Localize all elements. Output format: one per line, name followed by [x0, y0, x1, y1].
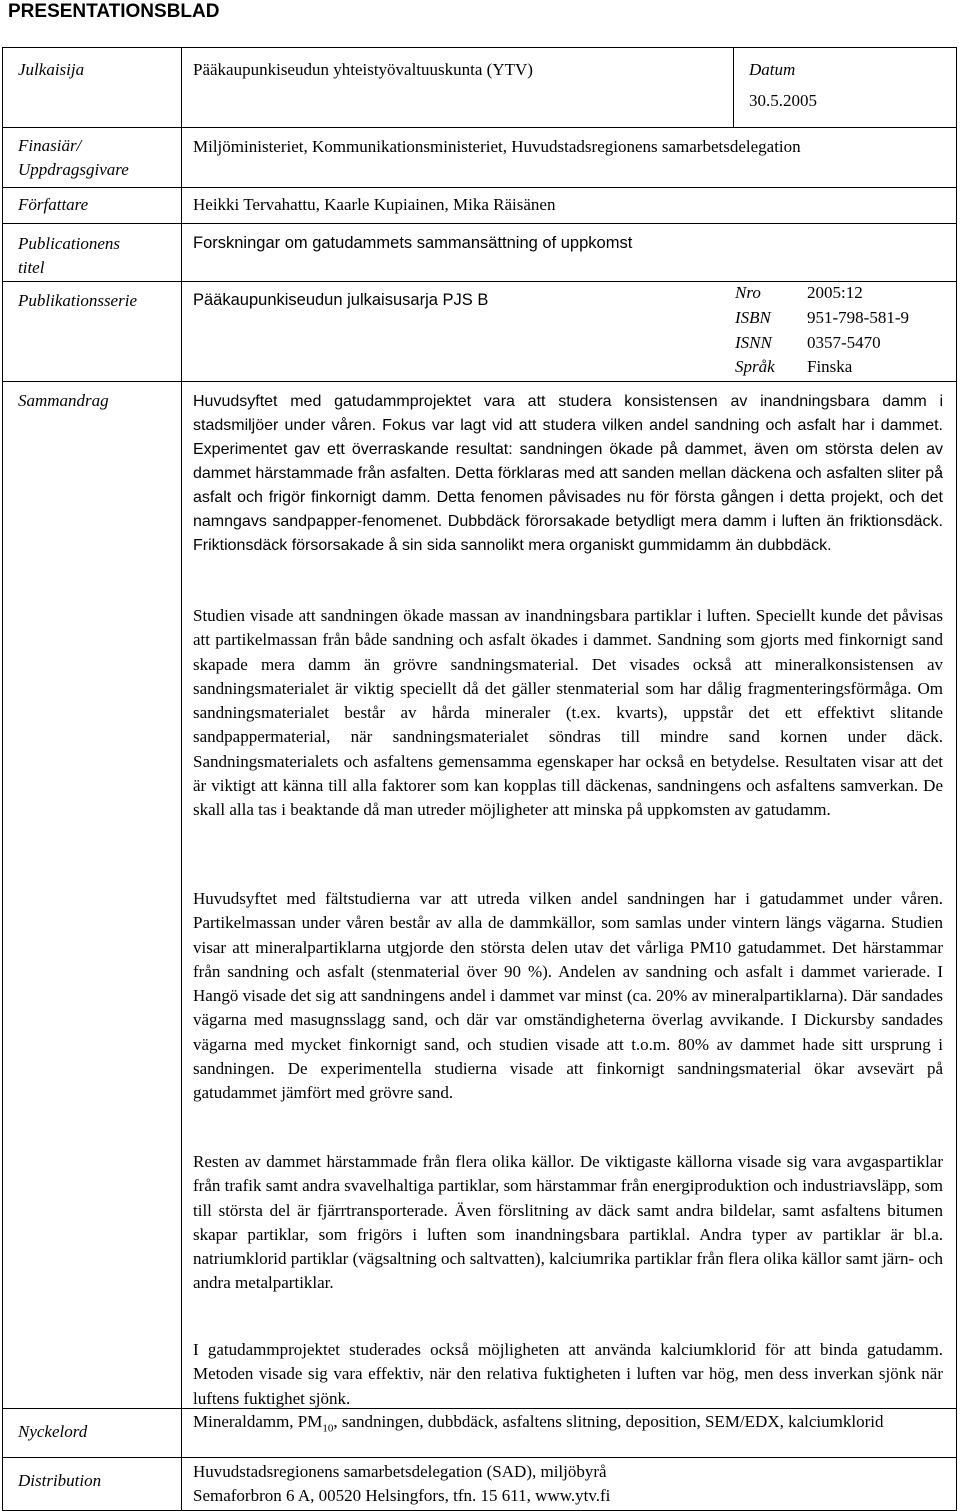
keywords-part-2: , sandningen, dubbdäck, asfaltens slitning, deposition, SEM/EDX, kalciumklorid — [333, 1412, 884, 1431]
meta-value: 2005:12 — [807, 283, 863, 302]
meta-value: Finska — [807, 357, 853, 376]
meta-row-sprak — [735, 355, 852, 380]
label-julkaisija: Julkaisija — [18, 60, 85, 79]
label-forfattare: Författare — [18, 195, 89, 214]
label-nyckelord: Nyckelord — [18, 1422, 88, 1441]
summary-paragraph-1: Huvudsyftet med gatudammprojektet vara att studera konsistensen av inandningsbara damm i stadsmiljöer under våren. Fokus var lagt vid att studera vilken andel sandning och asfalt har i dammet. Experimentet gav ett överraskande resultat: sandningen ökade på dammet, även om största delen av dammet härstammade från asfalten. Detta förklaras med att sanden mellan däckena och asfalten sliter på asfalt och frigör finkornigt damm. Detta fenomen påvisades nu för första gången i detta projekt, och det namngavs sandpapper-fenomenet. Dubbdäck förorsakade betydligt mera damm i luften än friktionsdäck. Friktionsdäck försorsakade å sin sida sannolikt mera organiskt gummidamm än dubbdäck. — [193, 393, 943, 554]
meta-value: 0357-5470 — [807, 333, 881, 352]
meta-key: ISNN — [735, 333, 772, 352]
value-distribution-line2: Semaforbron 6 A, 00520 Helsingfors, tfn. 15 611, www.ytv.fi — [193, 1486, 611, 1505]
meta-row-isnn — [735, 331, 881, 356]
row-divider-1 — [2, 127, 957, 128]
row-divider-5 — [2, 381, 957, 382]
summary-paragraph-3: Huvudsyftet med fältstudierna var att utreda vilken andel sandningen har i gatudammet under våren. Partikelmassan under våren består av alla de dammkällor, som samlas under vintern längs vägarna. Studien visar att mineralpartiklarna utgjorde den största delen utav det vårliga PM10 gatudammet. Det härstammar från sandning och asfalt (stenmaterial över 90 %). Andelen av sandning och asfalt i dammet varierade. I Hangö visade det sig att sandningens andel i dammet var minst (ca. 20% av mineralpartiklarna). Där sandades vägarna med masugnsslagg sand, och där var omständigheterna överlag avvikande. I Dickursby sandades vägarna med mycket finkornigt sand, och studien visade att t.o.m. 80% av dammet hade sitt ursprung i sandningen. De experimentella studierna visade att finkornigt sandningsmaterial ökar avsevärt på gatudammet jämfört med grövre sand. — [193, 889, 943, 1103]
row-divider-2 — [2, 187, 957, 188]
label-titel-line2: titel — [18, 258, 45, 277]
meta-key: Språk — [735, 357, 775, 376]
value-titel: Forskningar om gatudammets sammansättning of uppkomst — [193, 234, 633, 252]
label-finansiar-line1: Finasiär/ — [18, 136, 82, 155]
column-divider-datum — [733, 47, 734, 127]
value-forfattare: Heikki Tervahattu, Kaarle Kupiainen, Mika Räisänen — [193, 195, 556, 214]
column-divider-left — [181, 47, 182, 1511]
meta-row-isbn — [735, 306, 909, 331]
value-nyckelord — [193, 1410, 948, 1440]
summary-paragraph-5: I gatudammprojektet studerades också möjligheten att använda kalciumklorid för att binda gatudamm. Metoden visade sig vara effektiv, när den relativa fuktigheten i luften var hög, men dess inverkan sjönk när luftens fuktighet sjönk. — [193, 1340, 943, 1408]
label-distribution: Distribution — [18, 1471, 102, 1490]
keywords-part-1: Mineraldamm, PM — [193, 1412, 323, 1431]
value-serie: Pääkaupunkiseudun julkaisusarja PJS B — [193, 291, 489, 309]
keywords-subscript: 10 — [322, 1422, 334, 1435]
value-datum: 30.5.2005 — [749, 91, 817, 110]
meta-key: Nro — [735, 283, 761, 302]
meta-row-nro — [735, 281, 863, 306]
summary-paragraph-4: Resten av dammet härstammade från flera olika källor. De viktigaste källorna visade sig vara avgaspartiklar från trafik samt andra svavelhaltiga partiklar, som härstammar från energiproduktion och industriavsläpp, som till största del är fjärrtransporterade. Även förslitning av däck samt andra bildelar, samt asfaltens bitumen skapar partiklar, som frigörs i luften som inandningsbara partiklal. Andra typer av partiklar är bl.a. natriumklorid partiklar (vägsaltning och saltvatten), kalciumrika partiklar från flera olika källor samt järn- och andra metalpartiklar. — [193, 1152, 943, 1293]
row-divider-7 — [2, 1457, 957, 1458]
label-sammandrag: Sammandrag — [18, 391, 109, 410]
label-datum: Datum — [749, 60, 796, 79]
label-titel-line1: Publicationens — [18, 234, 120, 253]
summary-paragraph-2: Studien visade att sandningen ökade massan av inandningsbara partiklar i luften. Speciellt kunde det påvisas att partikelmassan från både sandning och asfalt ökades i dammet. Sandning som gjorts med finkornigt sand skapade mera damm än grövre sandningsmaterial. Det visades också att mineralkonsistensen av sandningsmaterialet är viktig speciellt då det gäller stenmaterial som har dålig fragmenteringsförmåga. Om sandningsmaterialet består av hårda mineraler (t.ex. kvarts), uppstår det ett effektivt slitande sandpappermaterial, när sandningsmaterialet söndras till mindre sand kornen under däck. Sandningsmaterialets och asfaltens gemensamma egenskaper har också en betydelse. Resultaten visar att det är viktigt att känna till alla faktorer som kan kopplas till däckenas, sandningens och asfaltens samverkan. De skall alla tas i beaktande då man utreder möjligheter att minska på uppkomsten av gatudamm. — [193, 606, 943, 820]
meta-value: 951-798-581-9 — [807, 308, 909, 327]
meta-key: ISBN — [735, 308, 771, 327]
row-divider-3 — [2, 223, 957, 224]
page-title: PRESENTATIONSBLAD — [8, 1, 220, 22]
value-finansiar: Miljöministeriet, Kommunikationsministeriet, Huvudstadsregionens samarbetsdelegation — [193, 137, 801, 156]
value-julkaisija: Pääkaupunkiseudun yhteistyövaltuuskunta (YTV) — [193, 60, 533, 79]
value-distribution-line1: Huvudstadsregionens samarbetsdelegation (SAD), miljöbyrå — [193, 1462, 607, 1481]
label-finansiar-line2: Uppdragsgivare — [18, 160, 129, 179]
label-serie: Publikationsserie — [18, 291, 137, 310]
